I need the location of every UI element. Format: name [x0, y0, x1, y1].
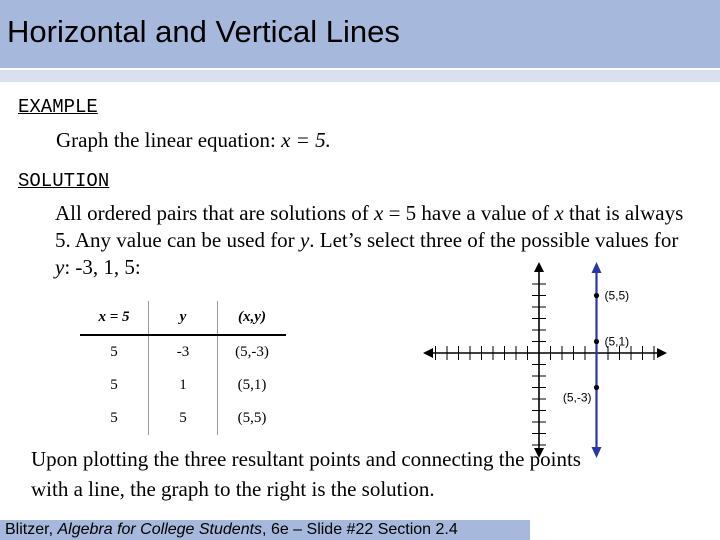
point-label: (5,1)	[604, 334, 630, 349]
table-header: (x,y)	[218, 301, 287, 335]
footer-text: Blitzer, Algebra for College Students, 6e – Slide #22 Section 2.4	[5, 521, 458, 538]
table-cell: (5,-3)	[218, 335, 287, 369]
y-axis-arrow-up	[534, 262, 544, 272]
table-cell: (5,5)	[218, 402, 287, 435]
example-label: EXAMPLE	[18, 96, 98, 118]
table-header: y	[149, 301, 218, 335]
conclusion-text: Upon plotting the three resultant points and connecting the points with a line, the graph to the right is the solution.	[31, 447, 581, 501]
data-point	[594, 293, 599, 298]
table-cell: -3	[149, 335, 218, 369]
coordinate-graph	[415, 260, 675, 460]
table-row	[80, 402, 286, 435]
table-cell: 5	[110, 377, 118, 393]
solution-part: . Let’s select three of the possible values for	[309, 228, 679, 252]
values-table	[80, 301, 286, 435]
point-label: (5,5)	[604, 288, 630, 303]
solution-label: SOLUTION	[18, 170, 110, 192]
title-rule	[0, 70, 720, 82]
solution-line-arrow-up	[592, 262, 602, 273]
solution-var: x	[554, 201, 564, 225]
table-cell: (5,1)	[218, 369, 287, 402]
example-prefix: Graph the linear equation:	[56, 128, 282, 152]
footer-bar	[0, 520, 530, 540]
solution-var: y	[299, 228, 310, 252]
table-cell: 1	[149, 369, 218, 402]
example-equation: x = 5.	[281, 128, 331, 152]
data-point	[594, 339, 599, 344]
table-cell: 5	[110, 344, 118, 360]
table-cell: 5	[110, 410, 118, 426]
slide-title: Horizontal and Vertical Lines	[7, 14, 400, 49]
solution-part: : -3, 1, 5:	[64, 255, 141, 279]
x-axis-arrow-left	[423, 348, 433, 358]
solution-var: y	[55, 255, 65, 279]
table-header: x = 5	[80, 301, 149, 335]
table-row	[80, 335, 286, 369]
solution-part: that is always 5. Any value can be used for	[55, 201, 684, 252]
point-label: (5,-3)	[562, 390, 592, 405]
data-point	[594, 385, 599, 390]
x-axis-arrow-right	[657, 348, 667, 358]
table-cell: 5	[149, 402, 218, 435]
table-row	[80, 369, 286, 402]
solution-part: = 5 have a value of	[383, 201, 555, 225]
graph-axes	[423, 262, 667, 458]
example-text	[56, 128, 331, 153]
solution-part: All ordered pairs that are solutions of	[55, 201, 374, 225]
table-header-row	[80, 301, 286, 335]
solution-var: x	[374, 201, 384, 225]
title-bar	[0, 0, 720, 68]
